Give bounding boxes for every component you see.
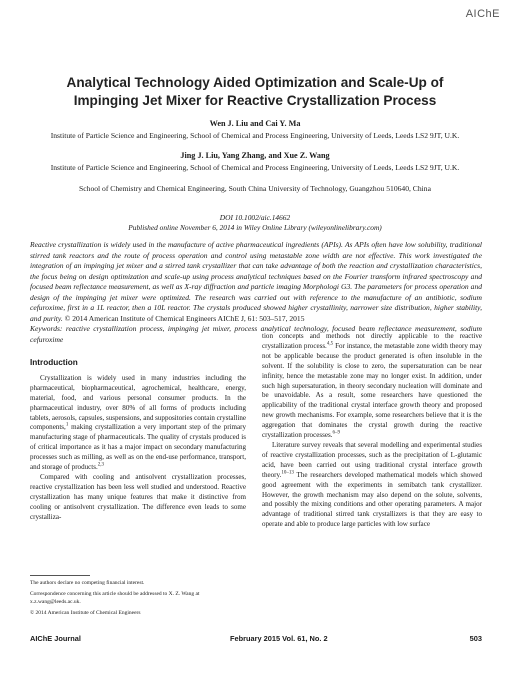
institution: Institute of Particle Science and Engineering, School of Chemical and Process Engineering, University of Leeds, Leeds LS2 9JT, U.K.: [50, 131, 460, 141]
correspondence-note: Correspondence concerning this article should be addressed to X. Z. Wang at x.z.wang@leeds.ac.uk.: [30, 591, 200, 605]
citation[interactable]: 4,5: [326, 341, 334, 347]
institution: Institute of Particle Science and Engineering, School of Chemical and Process Engineering, University of Leeds, Leeds LS2 9JT, U.K.: [50, 163, 460, 173]
footer-issue: February 2015 Vol. 61, No. 2: [230, 634, 328, 643]
paragraph: Compared with cooling and antisolvent crystallization processes, reactive crystallization has been less well studied and understood. Reactive crystallization has many unique features that make it distinctive from cooling or antisolvent crystallization. The difference even leads to some crystalliza-: [30, 472, 246, 521]
paragraph: tion concepts and methods not directly applicable to the reactive crystallization process.$^{4,5}$ For instance, the metastable zone width theory may not be applicable because the product generated is often insoluble in the solvent. If the solubility is close to zero, the supersaturation can be near infinity, hence the metastable zone may no longer exist. In addition, under such high supersaturation, in theory secondary nucleation will dominate and be unavoidable. As a result, some researchers have questioned the applicability of the traditional crystal interface growth theory and proposed new growth mechanisms. For example, some researchers believe that it is the aggregation that dominates the crystal growth during the reactive crystallization processes.$^{6-9}$: [262, 332, 482, 440]
footer-journal: AIChE Journal: [30, 634, 81, 643]
page-number: 503: [469, 634, 482, 643]
journal-logo: AIChE: [465, 8, 500, 20]
paragraph: Literature survey reveals that several modelling and experimental studies of reactive crystallization processes, such as the precipitation of L-glutamic acid, have been carried out using traditional crystal interface growth theory.$^{10-13}$ The researchers developed mathematical models which showed good agreement with the experiments in semibatch tank crystallizer. However, the growth mechanism may also depend on the solute, solvents, and possibly the mixing conditions and other operating parameters. A major advantage of traditional stirred tank crystallizers is that they are easy to operate and able to produce large particles with low surface: [262, 440, 482, 529]
doi-link[interactable]: DOI 10.1002/aic.14662: [219, 213, 291, 222]
citation[interactable]: 10–13: [281, 470, 294, 476]
citation[interactable]: 2,3: [97, 462, 104, 468]
affiliation-group-3: [40, 184, 470, 194]
author-names: Jing J. Liu, Yang Zhang, and Xue Z. Wang: [180, 151, 330, 160]
publication-info: [40, 213, 470, 233]
published-online: Published online November 6, 2014 in Wiley Online Library (wileyonlinelibrary.com): [128, 223, 382, 232]
abstract-copyright: © 2014 American Institute of Chemical Engineers AIChE J, 61: 503–517, 2015: [64, 313, 305, 323]
institution: School of Chemistry and Chemical Engineering, South China University of Technology, Guangzhou 510640, China: [79, 184, 431, 193]
footnotes: [30, 580, 246, 622]
author-names: Wen J. Liu and Cai Y. Ma: [209, 119, 301, 128]
left-column: [30, 340, 246, 523]
keywords: Keywords: reactive crystallization process, impinging jet mixer, process analytical technology, focused beam reflectance measurement, sodium cefuroxime: [30, 324, 482, 344]
section-heading: Introduction: [30, 358, 78, 367]
paragraph: Crystallization is widely used in many industries including the pharmaceutical, biopharmaceutical, agrochemical, healthcare, energy, material, food, and various personal consumer products. In the pharmaceutical industry, over 80% of all forms of products including tablets, aerosols, capsules, suspensions, and suppositories contain crystalline components,$^1$ making crystallization a very important step of the primary manufacturing stage of pharmaceuticals. The quality of crystals produced is of critical importance as it has a major impact on secondary manufacturing processes such as milling, as well as on the end-use performance, transport, and storage of products.$^{2,3}$: [30, 373, 246, 472]
affiliation-group-1: [40, 119, 470, 142]
article-title: Analytical Technology Aided Optimization and Scale-Up of Impinging Jet Mixer for Reactive Crystallization Process: [66, 75, 444, 108]
citation[interactable]: 6–9: [332, 430, 340, 436]
affiliation-group-2: [40, 151, 470, 174]
footnote-divider: [30, 575, 90, 576]
copyright-note: © 2014 American Institute of Chemical Engineers: [30, 610, 141, 617]
right-column: [262, 332, 482, 530]
citation[interactable]: 1: [65, 423, 69, 429]
abstract-text: Reactive crystallization is widely used in the manufacture of active pharmaceutical ingredients (APIs). As APIs often have low solubility, traditional stirred tank reactors and the route of process operation and control using metastable zone width are not effective. This work investigated the integration of an impinging jet mixer and a stirred tank crystallizer that can take advantage of both the reaction and crystallization characteristics, the focus being on design optimization and scale-up using process analytical techniques based on the Fourier transform infrared spectroscopy and focused beam reflectance measurement, as well as X-ray diffraction and particle imaging Morphologi G3. The parameters for process operation and design of the impinging jet mixer were optimized. The research was carried out with reference to the manufacture of an antibiotic, sodium cefuroxime, first in a 1L reactor, then a 10L reactor. The crystals produced showed higher crystallinity, narrower size distribution, higher stability, and purity.: [30, 240, 482, 323]
abstract: [30, 240, 482, 345]
conflict-statement: The authors declare no competing financial interest.: [30, 580, 145, 586]
